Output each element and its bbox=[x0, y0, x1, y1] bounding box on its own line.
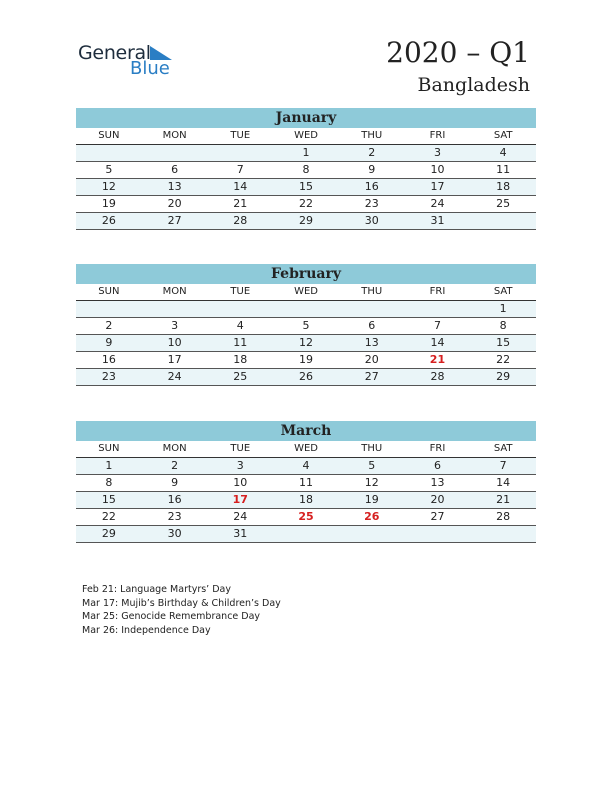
logo bbox=[78, 40, 178, 80]
week-row bbox=[76, 492, 536, 509]
date-cell: 23 bbox=[101, 370, 116, 383]
weekday-label: THU bbox=[361, 286, 383, 297]
date-cell: 8 bbox=[105, 476, 113, 489]
date-cell bbox=[405, 526, 471, 542]
date-cell: 20 bbox=[430, 493, 445, 506]
date-cell: 25 bbox=[496, 197, 511, 210]
date-cell bbox=[76, 145, 142, 161]
month-january bbox=[76, 108, 536, 230]
date-cell: 12 bbox=[299, 336, 314, 349]
date-cell: 10 bbox=[233, 476, 248, 489]
date-cell: 29 bbox=[101, 527, 116, 540]
date-cell bbox=[273, 526, 339, 542]
date-cell: 7 bbox=[433, 319, 441, 332]
date-cell: 6 bbox=[171, 163, 179, 176]
date-cell: 26 bbox=[299, 370, 314, 383]
week-row bbox=[76, 509, 536, 526]
date-cell: 10 bbox=[167, 336, 182, 349]
date-cell: 24 bbox=[167, 370, 182, 383]
date-cell: 11 bbox=[233, 336, 248, 349]
date-cell: 19 bbox=[101, 197, 116, 210]
weekday-label: TUE bbox=[230, 443, 251, 454]
date-cell: 4 bbox=[236, 319, 244, 332]
date-cell: 16 bbox=[101, 353, 116, 366]
weekday-label: THU bbox=[361, 130, 383, 141]
date-cell: 13 bbox=[364, 336, 379, 349]
date-cell: 31 bbox=[233, 527, 248, 540]
weekday-label: TUE bbox=[230, 286, 251, 297]
date-cell: 1 bbox=[302, 146, 310, 159]
weekday-label: SUN bbox=[98, 286, 120, 297]
date-cell: 7 bbox=[499, 459, 507, 472]
date-cell: 3 bbox=[433, 146, 441, 159]
date-cell: 7 bbox=[236, 163, 244, 176]
week-row bbox=[76, 179, 536, 196]
week-row bbox=[76, 458, 536, 475]
date-cell: 29 bbox=[496, 370, 511, 383]
weekday-label: SAT bbox=[493, 286, 513, 297]
date-cell: 27 bbox=[430, 510, 445, 523]
weekday-label: WED bbox=[294, 286, 318, 297]
date-cell: 14 bbox=[496, 476, 511, 489]
date-cell: 28 bbox=[233, 214, 248, 227]
date-cell: 5 bbox=[302, 319, 310, 332]
date-cell: 3 bbox=[171, 319, 179, 332]
date-cell: 25 bbox=[233, 370, 248, 383]
date-cell: 22 bbox=[496, 353, 511, 366]
date-cell: 11 bbox=[299, 476, 314, 489]
holiday-notes bbox=[82, 583, 281, 637]
date-cell: 4 bbox=[302, 459, 310, 472]
date-cell bbox=[405, 301, 471, 317]
holiday-date-cell: 25 bbox=[298, 510, 314, 523]
date-cell: 26 bbox=[101, 214, 116, 227]
date-cell bbox=[207, 145, 273, 161]
holiday-date-cell: 26 bbox=[364, 510, 380, 523]
date-cell: 5 bbox=[105, 163, 113, 176]
weekday-label: SUN bbox=[98, 443, 120, 454]
week-row bbox=[76, 318, 536, 335]
date-cell: 8 bbox=[499, 319, 507, 332]
holiday-note: Mar 26: Independence Day bbox=[82, 624, 211, 636]
week-row bbox=[76, 301, 536, 318]
date-cell: 28 bbox=[430, 370, 445, 383]
date-cell: 12 bbox=[101, 180, 116, 193]
date-cell: 24 bbox=[233, 510, 248, 523]
weekday-label: MON bbox=[162, 130, 187, 141]
date-cell: 9 bbox=[171, 476, 179, 489]
weekday-label: MON bbox=[162, 443, 187, 454]
date-cell: 19 bbox=[364, 493, 379, 506]
page-title: 2020 – Q1 bbox=[386, 36, 530, 69]
date-cell: 18 bbox=[496, 180, 511, 193]
week-row bbox=[76, 196, 536, 213]
date-cell: 15 bbox=[496, 336, 511, 349]
date-cell: 28 bbox=[496, 510, 511, 523]
weekday-label: MON bbox=[162, 286, 187, 297]
date-cell: 5 bbox=[368, 459, 376, 472]
date-cell: 9 bbox=[105, 336, 113, 349]
date-cell: 23 bbox=[364, 197, 379, 210]
date-cell bbox=[470, 526, 536, 542]
weekday-header-row bbox=[76, 284, 536, 301]
date-cell: 27 bbox=[167, 214, 182, 227]
logo-word-general: General bbox=[78, 42, 151, 64]
weekday-label: SAT bbox=[493, 443, 513, 454]
weekday-label: WED bbox=[294, 443, 318, 454]
date-cell: 30 bbox=[167, 527, 182, 540]
date-cell bbox=[273, 301, 339, 317]
date-cell: 14 bbox=[233, 180, 248, 193]
holiday-date-cell: 17 bbox=[232, 493, 248, 506]
date-cell: 14 bbox=[430, 336, 445, 349]
date-cell: 15 bbox=[101, 493, 116, 506]
date-cell: 6 bbox=[433, 459, 441, 472]
weekday-label: WED bbox=[294, 130, 318, 141]
date-cell: 19 bbox=[299, 353, 314, 366]
date-cell: 16 bbox=[364, 180, 379, 193]
date-cell: 9 bbox=[368, 163, 376, 176]
date-cell bbox=[470, 213, 536, 229]
weekday-header-row bbox=[76, 128, 536, 145]
holiday-date-cell: 21 bbox=[429, 353, 446, 366]
date-cell: 11 bbox=[496, 163, 511, 176]
date-cell: 3 bbox=[236, 459, 244, 472]
week-row bbox=[76, 145, 536, 162]
date-cell: 8 bbox=[302, 163, 310, 176]
month-title: February bbox=[76, 264, 536, 284]
date-cell: 22 bbox=[101, 510, 116, 523]
week-row bbox=[76, 162, 536, 179]
holiday-note: Mar 25: Genocide Remembrance Day bbox=[82, 611, 261, 622]
date-cell: 21 bbox=[233, 197, 248, 210]
date-cell bbox=[207, 301, 273, 317]
weekday-label: FRI bbox=[429, 443, 446, 454]
date-cell: 22 bbox=[299, 197, 314, 210]
month-march bbox=[76, 421, 536, 543]
week-row bbox=[76, 352, 536, 369]
country-name: Bangladesh bbox=[417, 74, 530, 96]
week-row bbox=[76, 369, 536, 386]
weekday-label: TUE bbox=[230, 130, 251, 141]
week-row bbox=[76, 335, 536, 352]
date-cell bbox=[339, 526, 405, 542]
date-cell: 16 bbox=[167, 493, 182, 506]
date-cell: 23 bbox=[167, 510, 182, 523]
date-cell: 29 bbox=[299, 214, 314, 227]
date-cell: 20 bbox=[364, 353, 379, 366]
date-cell: 2 bbox=[171, 459, 179, 472]
date-cell: 1 bbox=[499, 302, 507, 315]
week-row bbox=[76, 475, 536, 492]
date-cell bbox=[142, 301, 208, 317]
date-cell bbox=[76, 301, 142, 317]
date-cell: 4 bbox=[499, 146, 507, 159]
date-cell: 6 bbox=[368, 319, 376, 332]
date-cell: 17 bbox=[430, 180, 445, 193]
date-cell: 13 bbox=[167, 180, 182, 193]
date-cell: 1 bbox=[105, 459, 113, 472]
logo-word-blue: Blue bbox=[130, 58, 170, 79]
date-cell: 10 bbox=[430, 163, 445, 176]
date-cell: 18 bbox=[299, 493, 314, 506]
weekday-label: THU bbox=[361, 443, 383, 454]
weekday-label: FRI bbox=[429, 286, 446, 297]
weekday-label: FRI bbox=[429, 130, 446, 141]
date-cell: 2 bbox=[368, 146, 376, 159]
date-cell: 21 bbox=[496, 493, 511, 506]
date-cell: 12 bbox=[364, 476, 379, 489]
date-cell: 27 bbox=[364, 370, 379, 383]
weekday-label: SUN bbox=[98, 130, 120, 141]
weekday-header-row bbox=[76, 441, 536, 458]
date-cell: 24 bbox=[430, 197, 445, 210]
month-february bbox=[76, 264, 536, 386]
month-title: March bbox=[76, 421, 536, 441]
holiday-note: Mar 17: Mujib’s Birthday & Children’s Day bbox=[82, 597, 281, 609]
date-cell: 30 bbox=[364, 214, 379, 227]
date-cell bbox=[339, 301, 405, 317]
date-cell: 15 bbox=[299, 180, 314, 193]
week-row bbox=[76, 213, 536, 230]
date-cell: 20 bbox=[167, 197, 182, 210]
date-cell: 18 bbox=[233, 353, 248, 366]
week-row bbox=[76, 526, 536, 543]
month-title: January bbox=[76, 108, 536, 128]
date-cell bbox=[142, 145, 208, 161]
date-cell: 17 bbox=[167, 353, 182, 366]
date-cell: 13 bbox=[430, 476, 445, 489]
weekday-label: SAT bbox=[493, 130, 513, 141]
date-cell: 2 bbox=[105, 319, 113, 332]
date-cell: 31 bbox=[430, 214, 445, 227]
holiday-note: Feb 21: Language Martyrs’ Day bbox=[82, 584, 231, 595]
